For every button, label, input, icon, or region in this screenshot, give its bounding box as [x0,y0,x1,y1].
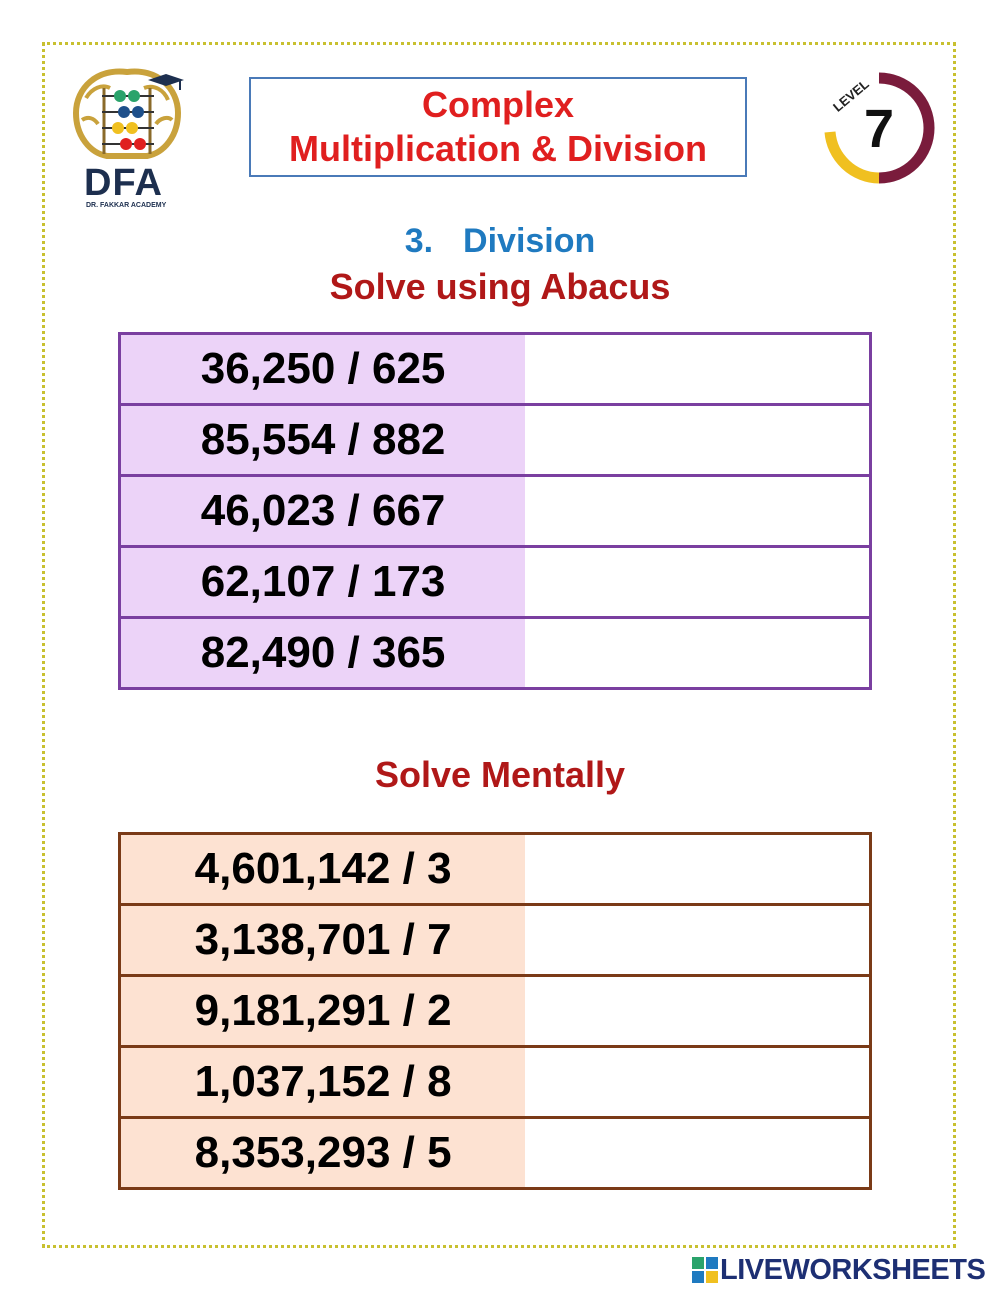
table-row [120,334,871,405]
answer-cell[interactable] [525,547,870,618]
table-row [120,905,871,976]
level-number: 7 [864,99,895,159]
answer-cell[interactable] [525,834,870,905]
title-box [249,77,747,177]
problem-cell: 85,554 / 882 [120,405,526,476]
problem-cell: 3,138,701 / 7 [120,905,526,976]
problem-cell: 62,107 / 173 [120,547,526,618]
answer-cell[interactable] [525,1118,870,1189]
table-row [120,834,871,905]
level-badge [820,70,938,186]
liveworksheets-text: LIVEWORKSHEETS [720,1253,986,1286]
problem-cell: 8,353,293 / 5 [120,1118,526,1189]
table-row [120,618,871,689]
table-row [120,976,871,1047]
liveworksheets-logo-icon [692,1257,718,1283]
academy-logo [62,58,192,214]
problem-cell: 1,037,152 / 8 [120,1047,526,1118]
section-heading [0,222,1000,261]
logo-caption: DR. FAKKAR ACADEMY [86,202,167,209]
abacus-table [118,332,872,690]
problem-cell: 9,181,291 / 2 [120,976,526,1047]
table-row [120,405,871,476]
problem-cell: 4,601,142 / 3 [120,834,526,905]
abacus-heading: Solve using Abacus [329,266,671,307]
mental-heading: Solve Mentally [374,754,626,795]
title-line-1: Complex [421,84,575,125]
mental-table [118,832,872,1190]
problem-cell: 46,023 / 667 [120,476,526,547]
table-row [120,547,871,618]
table-row [120,1118,871,1189]
answer-cell[interactable] [525,976,870,1047]
table-row [120,1047,871,1118]
logo-acronym: DFA [84,162,163,204]
title-line-2: Multiplication & Division [288,128,707,169]
answer-cell[interactable] [525,1047,870,1118]
section-name: Division [463,222,596,260]
section-number: 3. [404,222,434,260]
liveworksheets-brand [692,1254,985,1286]
problem-cell: 36,250 / 625 [120,334,526,405]
answer-cell[interactable] [525,476,870,547]
problem-cell: 82,490 / 365 [120,618,526,689]
answer-cell[interactable] [525,405,870,476]
level-label: LEVEL [830,76,872,115]
answer-cell[interactable] [525,905,870,976]
answer-cell[interactable] [525,334,870,405]
answer-cell[interactable] [525,618,870,689]
table-row [120,476,871,547]
